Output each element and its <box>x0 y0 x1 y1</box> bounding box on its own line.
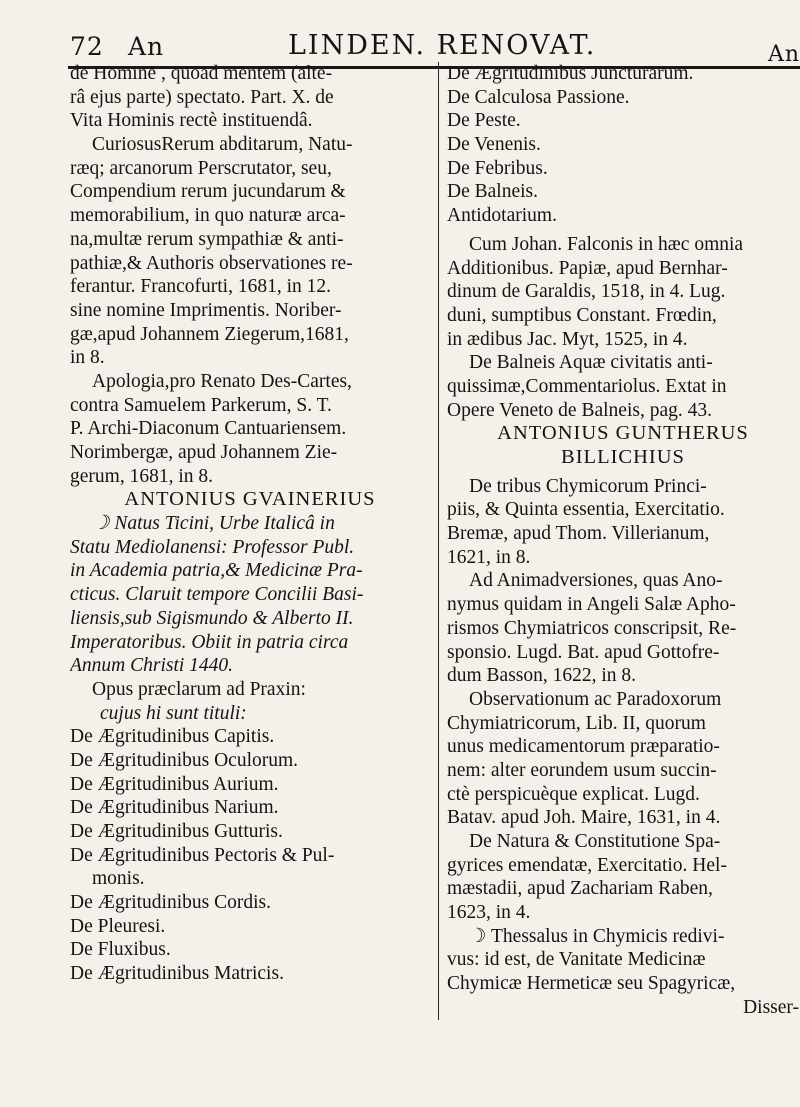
text-line: De Natura & Constitutione Spa- <box>469 831 721 852</box>
text-line: Chymicæ Hermeticæ seu Spagyricæ, <box>447 973 736 995</box>
text-line: in 8. <box>70 347 105 369</box>
section-heading: BILLICHIUS <box>561 446 685 468</box>
text-line: Bremæ, apud Thom. Villerianum, <box>447 523 710 545</box>
text-line: De Fluxibus. <box>70 939 171 961</box>
text-line: unus medicamentorum præparatio- <box>447 736 720 758</box>
text-line: cujus hi sunt tituli: <box>100 702 247 724</box>
text-line: Disser- <box>743 996 799 1018</box>
text-line: De Peste. <box>447 110 521 132</box>
page-number: 72 <box>70 32 104 61</box>
text-line: 1623, in 4. <box>447 902 531 924</box>
text-line: De Ægritudinibus Matricis. <box>70 963 284 985</box>
text-line: De Ægritudinibus Gutturis. <box>70 821 283 842</box>
text-line: sponsio. Lugd. Bat. apud Gottofre- <box>447 641 720 663</box>
text-line: De Balneis. <box>447 181 538 203</box>
text-line: ræq; arcanorum Perscrutator, seu, <box>70 157 332 179</box>
text-line: Statu Mediolanensi: Professor Publ. <box>70 536 355 558</box>
text-line: ☽ Natus Ticini, Urbe Italicâ in <box>92 513 335 535</box>
text-line: ferantur. Francofurti, 1681, in 12. <box>70 276 332 298</box>
text-line: Antidotarium. <box>447 205 557 227</box>
text-line: sine nomine Imprimentis. Noriber- <box>70 299 342 321</box>
text-line: De Ægritudinibus Cordis. <box>70 892 271 914</box>
text-line: pathiæ,& Authoris observationes re- <box>70 252 353 274</box>
text-line: Chymiatricorum, Lib. II, quorum <box>447 712 706 734</box>
text-line: P. Archi-Diaconum Cantuariensem. <box>70 418 347 440</box>
text-line: piis, & Quinta essentia, Exercitatio. <box>447 499 725 521</box>
text-line: vus: id est, de Vanitate Medicinæ <box>447 949 706 971</box>
text-line: cticus. Claruit tempore Concilii Basi- <box>70 584 364 606</box>
text-line: De Ægritudinibus Oculorum. <box>70 749 299 771</box>
text-line: De Pleuresi. <box>70 915 166 937</box>
text-line: râ ejus parte) spectato. Part. X. de <box>70 86 334 108</box>
text-line: Opus præclarum ad Praxin: <box>92 678 306 700</box>
text-line: in Academia patria,& Medicinæ Pra- <box>70 560 363 582</box>
text-line: Apologia,pro Renato Des-Cartes, <box>92 370 352 392</box>
text-line: Annum Christi 1440. <box>70 655 234 677</box>
text-line: De Ægritudinibus Aurium. <box>70 773 279 795</box>
right-catchword: An <box>767 42 800 67</box>
left-catchword: An <box>128 32 165 61</box>
text-line: nymus quidam in Angeli Salæ Apho- <box>447 594 736 616</box>
text-line: gerum, 1681, in 8. <box>70 465 213 487</box>
left-column <box>70 62 430 986</box>
text-line: de Homine , quoad mentem (alte- <box>70 63 333 84</box>
text-line: rismos Chymiatricos conscripsit, Re- <box>447 617 737 639</box>
text-line: na,multæ rerum sympathiæ & anti- <box>70 228 344 250</box>
text-line: dinum de Garaldis, 1518, in 4. Lug. <box>447 281 726 303</box>
text-line: ctè perspicuèque explicat. Lugd. <box>447 783 700 805</box>
text-line: Observationum ac Paradoxorum <box>469 688 722 710</box>
text-line: Imperatoribus. Obiit in patria circa <box>70 631 349 653</box>
text-line: De Calculosa Passione. <box>447 86 630 108</box>
text-line: quissimæ,Commentariolus. Extat in <box>447 375 727 397</box>
text-line: dum Basson, 1622, in 8. <box>447 665 637 687</box>
text-line: Vita Hominis rectè instituendâ. <box>70 110 313 132</box>
text-line: De tribus Chymicorum Princi- <box>469 475 707 497</box>
text-line: De Balneis Aquæ civitatis anti- <box>469 352 713 374</box>
section-heading: ANTONIUS GVAINERIUS <box>124 488 376 511</box>
text-line: nem: alter eorundem usum succin- <box>447 759 717 781</box>
text-line: Batav. apud Joh. Maire, 1631, in 4. <box>447 807 721 829</box>
section-heading: ANTONIUS GUNTHERUS <box>497 422 749 445</box>
text-line: liensis,sub Sigismundo & Alberto II. <box>70 607 354 629</box>
text-line: De Ægritudinibus Narium. <box>70 797 279 819</box>
text-line: Compendium rerum jucundarum & <box>70 181 346 203</box>
text-line: memorabilium, in quo naturæ arca- <box>70 205 346 227</box>
text-line: De Ægritudinibus Capitis. <box>70 726 275 748</box>
text-line: Ad Animadversiones, quas Ano- <box>469 570 723 592</box>
text-line: Norimbergæ, apud Johannem Zie- <box>70 442 338 463</box>
text-line: gæ,apud Johannem Ziegerum,1681, <box>70 323 349 345</box>
right-column <box>438 62 799 1020</box>
text-line: Opere Veneto de Balneis, pag. 43. <box>447 399 712 421</box>
text-line: ☽ Thessalus in Chymicis redivi- <box>469 925 725 947</box>
text-line: duni, sumptibus Constant. Frœdin, <box>447 304 717 326</box>
text-line: mæstadii, apud Zachariam Raben, <box>447 878 713 900</box>
text-line: gyrices emendatæ, Exercitatio. Hel- <box>447 854 727 876</box>
text-line: De Venenis. <box>447 134 541 156</box>
text-line: contra Samuelem Parkerum, S. T. <box>70 394 332 416</box>
text-line: Additionibus. Papiæ, apud Bernhar- <box>447 257 728 279</box>
text-line: De Ægritudinibus Pectoris & Pul- <box>70 844 335 866</box>
text-line: monis. <box>92 868 145 890</box>
text-line: De Febribus. <box>447 157 548 179</box>
text-line: De Ægritudinibus Juncturarum. <box>447 63 694 84</box>
running-title: LINDEN. RENOVAT. <box>288 30 597 61</box>
text-line: Cum Johan. Falconis in hæc omnia <box>469 233 744 255</box>
text-line: CuriosusRerum abditarum, Natu- <box>92 134 353 156</box>
text-line: 1621, in 8. <box>447 546 531 568</box>
text-line: in ædibus Jac. Myt, 1525, in 4. <box>447 328 688 350</box>
